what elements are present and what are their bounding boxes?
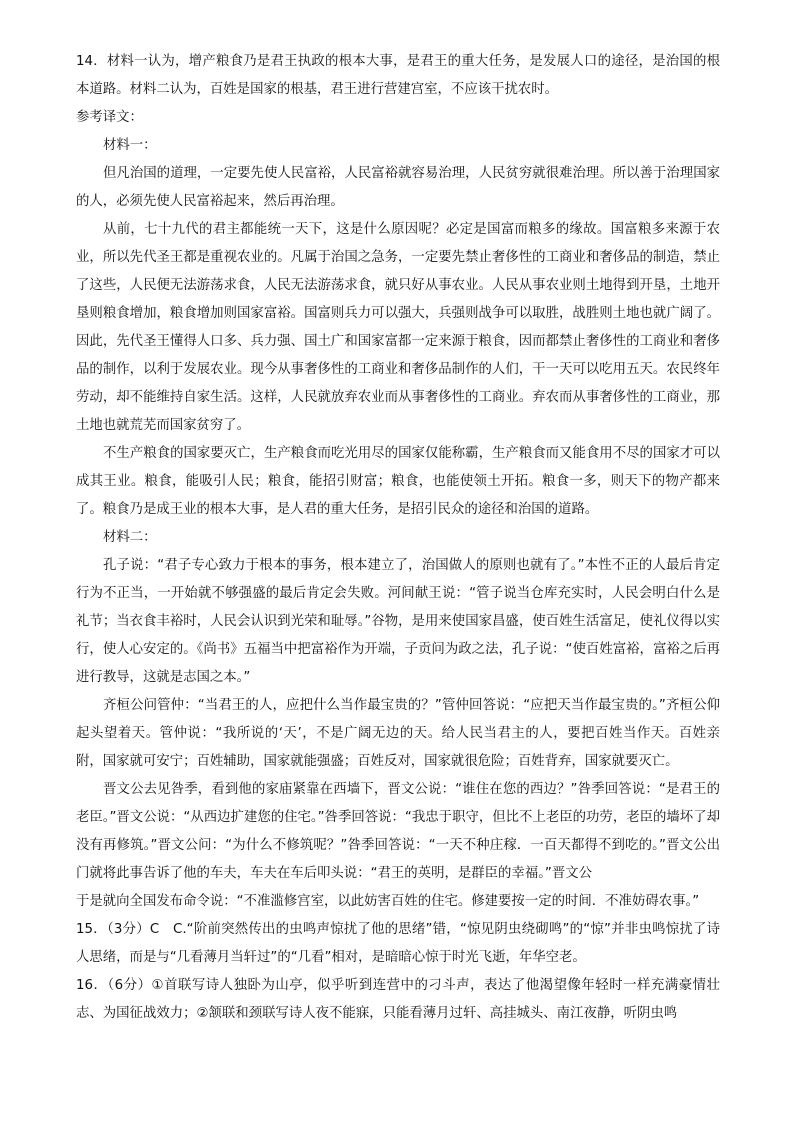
material-2-paragraph: 齐桓公问管仲：“当君王的人，应把什么当作最宝贵的？”管仲回答说：“应把天当作最宝贵的。”齐桓公仰起头望着天。管仲说：“我所说的‘天’，不是广阔无边的天。给人民当君主的人，要把百姓当作天。百姓亲附，国家就可安宁；百姓辅助，国家就能强盛；百姓反对，国家就很危险；百姓背弃，国家就要灭亡。 bbox=[76, 698, 720, 769]
material-1-paragraph: 从前，七十九代的君主都能统一天下，这是什么原因呢？必定是国富而粮多的缘故。国富粮多来源于农业，所以先代圣王都是重视农业的。凡属于治国之急务，一定要先禁止奢侈性的工商业和奢侈品的制造，禁止了这些，人民便无法游荡求食，人民无法游荡求食，就只好从事农业。人民从事农业则土地得到开垦，土地开垦则粮食增加，粮食增加则国家富裕。国富则兵力可以强大，兵强则战争可以取胜，战胜则土地也就广阔了。因此，先代圣王懂得人口多、兵力强、国土广和国家富都一定来源于粮食，因而都禁止奢侈性的工商业和奢侈品的制作，以利于发展农业。现今从事奢侈性的工商业和奢侈品制作的人们，干一天可以吃用五天。农民终年劳动，却不能维持自家生活。这样，人民就放弃农业而从事奢侈性的工商业。弃农而从事奢侈性的工商业，那土地也就荒芜而国家贫穷了。 bbox=[76, 222, 720, 433]
material-2-title: 材料二： bbox=[103, 530, 157, 545]
material-2-paragraph: 孔子说：“君子专心致力于根本的事务，根本建立了，治国做人的原则也就有了。”本性不正的人最后肯定行为不正当，一开始就不够强盛的最后肯定会失败。河间献王说：“管子说当仓库充实时，人民会明白什么是礼节；当衣食丰裕时，人民会认识到光荣和耻辱。”谷物，是用来使国家昌盛，使百姓生活富足，使礼仪得以实行，使人心安定的。《尚书》五福当中把富裕作为开端，子贡问为政之法，孔子说：“使百姓富裕，富裕之后再进行教导，这就是志国之本。” bbox=[76, 558, 720, 685]
material-2-paragraph: 晋文公去见咎季，看到他的家庙紧靠在西墙下，晋文公说：“谁住在您的西边？”咎季回答说：“是君王的老臣。”晋文公说：“从西边扩建您的住宅。”咎季回答说：“我忠于职守，但比不上老臣的功劳，老臣的墙坏了却没有再修筑。”晋文公问：“为什么不修筑呢？”咎季回答说：“一天不种庄稼．一百天都得不到吃的。”晋文公出门就将此事告诉了他的车夫，车夫在车后叩头说：“君王的英明，是群臣的幸福。”晋文公 bbox=[76, 782, 720, 881]
material-2-paragraph: 于是就向全国发布命令说：“不准滥修宫室，以此妨害百姓的住宅。修建要按一定的时间．不准妨碍农事。” bbox=[76, 894, 700, 909]
material-1-title: 材料一： bbox=[103, 138, 157, 153]
reference-translation-title: 参考译文： bbox=[76, 110, 143, 125]
q15-answer: 15．（3分）C C.“阶前突然传出的虫鸣声惊扰了他的思绪”错，“惊见阴虫绕砌鸣”的“惊”并非虫鸣惊扰了诗人思绪，而是与“几看薄月当轩过”的“几看”相对，是暗暗心惊于时光飞逝，年华空老。 bbox=[76, 922, 720, 965]
q14-answer: 14．材料一认为，增产粮食乃是君王执政的根本大事，是君王的重大任务，是发展人口的途径，是治国的根本道路。材料二认为，百姓是国家的根基，君王进行营建宫室，不应该干扰农时。 bbox=[76, 54, 720, 97]
q16-answer: 16．（6分）①首联写诗人独卧为山亭，似乎听到连营中的刁斗声，表达了他渴望像年轻时一样充满豪情壮志、为国征战效力；②颔联和颈联写诗人夜不能寐，只能看薄月过轩、高挂城头、南江夜静，听阴虫鸣 bbox=[76, 978, 720, 1021]
material-1-paragraph: 但凡治国的道理，一定要先使人民富裕，人民富裕就容易治理，人民贫穷就很难治理。所以善于治理国家的人，必须先使人民富裕起来，然后再治理。 bbox=[76, 166, 720, 209]
material-1-paragraph: 不生产粮食的国家要灭亡，生产粮食而吃光用尽的国家仅能称霸，生产粮食而又能食用不尽的国家才可以成其王业。粮食，能吸引人民；粮食，能招引财富；粮食，也能使领土开拓。粮食一多，则天下的物产都来了。粮食乃是成王业的根本大事，是人君的重大任务，是招引民众的途径和治国的道路。 bbox=[76, 446, 720, 517]
answer-document bbox=[76, 48, 720, 1028]
